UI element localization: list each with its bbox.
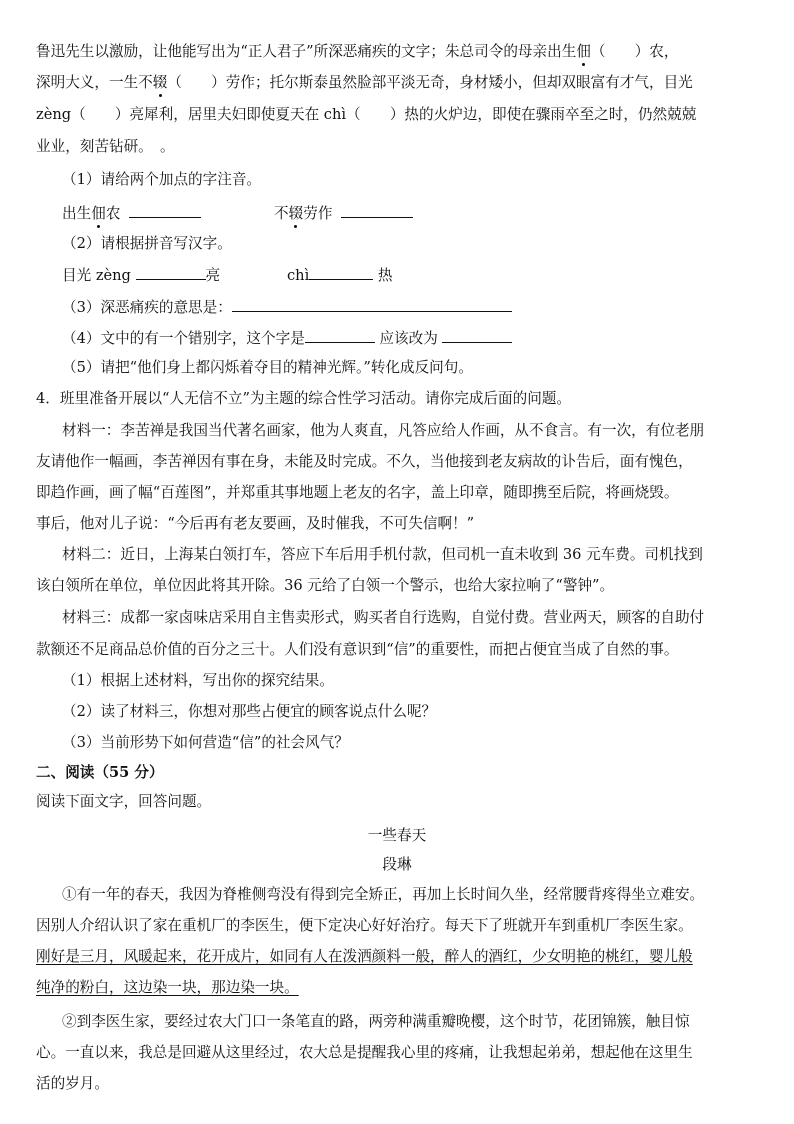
dotted-char: 辍 (152, 74, 168, 91)
material-3-line: 款额还不足商品总价值的百分之三十。人们没有意识到“信”的重要性，而把占便宜当成了自然的事。 (36, 641, 679, 658)
paragraph-1-line: 因别人介绍认识了家在重机厂的李医生，便下定决心好好治疗。每天下了班就开车到重机厂李医生家。 (36, 917, 693, 934)
answer-label: 不 (274, 205, 289, 222)
answer-label: chì (287, 267, 310, 284)
subquestion-1: （1）请给两个加点的字注音。 (62, 171, 262, 188)
article-author: 段琳 (382, 856, 412, 873)
question-4-sub: （3）当前形势下如何营造“信”的社会风气？ (62, 734, 349, 751)
passage-line-4: 业业，刻苦钻研。 。 (36, 138, 175, 155)
material-1-line: 材料一：李苦禅是我国当代著名画家，他为人爽直，凡答应给人作画，从不食言。有一次，有位老朋 (62, 422, 705, 439)
material-1-line: 即趋作画，画了幅“百莲图”，并郑重其事地题上老友的名字，盖上印章，随即携至后院，将画烧毁。 (36, 484, 679, 501)
paragraph-2-line: 活的岁月。 (36, 1075, 109, 1092)
subquestion-5: （5）请把“他们身上都闪烁着夺目的精神光辉。”转化成反问句。 (62, 359, 473, 376)
answer-blank[interactable] (305, 327, 375, 343)
passage-text: （ ）劳作；托尔斯泰虽然脸部平淡无奇，身材矮小，但却双眼富有才气，目光 (167, 74, 693, 91)
answer-label: 目光 zèng (62, 267, 131, 284)
passage-text: （ ）农， (590, 43, 679, 60)
answer-blank[interactable] (136, 264, 206, 280)
material-3-line: 材料三：成都一家卤味店采用自主售卖形式，购买者自行选购，自觉付费。营业两天，顾客的自助付 (62, 609, 705, 626)
answer-label: 劳作 (303, 205, 333, 222)
material-2-line: 材料二：近日，上海某白领打车，答应下车后用手机付款，但司机一直未收到 36 元车费。司机找到 (62, 546, 703, 563)
answer-label: 出生 (62, 205, 92, 222)
answer-line-1b (274, 202, 413, 224)
section-instruction: 阅读下面文字，回答问题。 (36, 793, 212, 810)
question-4-sub: （2）读了材料三，你想对那些占便宜的顾客说点什么呢？ (62, 703, 437, 720)
answer-line-2a (62, 264, 220, 286)
answer-blank[interactable] (232, 296, 512, 312)
answer-blank[interactable] (129, 202, 201, 218)
passage-line-1 (36, 42, 679, 62)
section-heading: 二、阅读（55 分） (36, 764, 164, 781)
underlined-sentence: 刚好是三月，风暖起来，花开成片，如同有人在泼洒颜料一般，醉人的酒红，少女明艳的桃红，婴儿般 (36, 948, 693, 965)
answer-label: 热 (377, 267, 393, 284)
question-text: （3）深恶痛疾的意思是： (62, 299, 232, 316)
dotted-char: 佃 (91, 205, 106, 222)
answer-line-2b (287, 264, 393, 286)
answer-blank[interactable] (442, 327, 512, 343)
paragraph-1-line: ①有一年的春天，我因为脊椎侧弯没有得到完全矫正，再加上长时间久坐，经常腰背疼得坐立难安。 (62, 886, 705, 903)
question-text: （4）文中的有一个错别字，这个字是 (62, 330, 305, 347)
paragraph-2-line: 心。一直以来，我总是回避从这里经过，农大总是提醒我心里的疼痛，让我想起弟弟，想起他在这里生 (36, 1044, 693, 1061)
material-1-line: 友请他作一幅画，李苦禅因有事在身，未能及时完成。不久，当他接到老友病故的讣告后，面有愧色， (36, 453, 693, 470)
subquestion-4 (62, 327, 512, 349)
dotted-char: 佃 (576, 43, 591, 60)
question-text: 应该改为 (379, 330, 438, 347)
subquestion-3 (62, 296, 512, 318)
passage-line-3: zèng（ ）亮犀利，居里夫妇即使夏天在 chì（ ）热的火炉边，即使在骤雨卒至之时，仍然兢兢 (36, 106, 697, 123)
answer-blank[interactable] (341, 202, 413, 218)
subquestion-2: （2）请根据拼音写汉字。 (62, 235, 232, 252)
answer-label: 亮 (205, 267, 221, 284)
answer-line-1a (62, 202, 201, 224)
passage-text: 鲁迅先生以激励，让他能写出为“正人君子”所深恶痛疾的文字；朱总司令的母亲出生 (36, 43, 577, 60)
question-4-intro: 4．班里准备开展以“人无信不立”为主题的综合性学习活动。请你完成后面的问题。 (36, 390, 571, 407)
answer-label: 农 (105, 205, 121, 222)
material-2-line: 该白领所在单位，单位因此将其开除。36 元给了白领一个警示，也给大家拉响了“警钟”。 (36, 577, 615, 594)
material-1-line: 事后，他对儿子说：“今后再有老友要画，及时催我，不可失信啊！” (36, 515, 475, 532)
question-4-sub: （1）根据上述材料，写出你的探究结果。 (62, 672, 334, 689)
passage-text: 深明大义，一生不 (36, 74, 153, 91)
passage-line-2 (36, 73, 693, 93)
paragraph-2-line: ②到李医生家，要经过农大门口一条笔直的路，两旁种满重瓣晚樱，这个时节，花团锦簇，触目惊 (62, 1013, 690, 1030)
underlined-sentence: 纯净的粉白，这边染一块，那边染一块。 (36, 979, 299, 996)
answer-blank[interactable] (309, 264, 373, 280)
article-title: 一些春天 (367, 827, 427, 844)
dotted-char: 辍 (288, 205, 304, 222)
